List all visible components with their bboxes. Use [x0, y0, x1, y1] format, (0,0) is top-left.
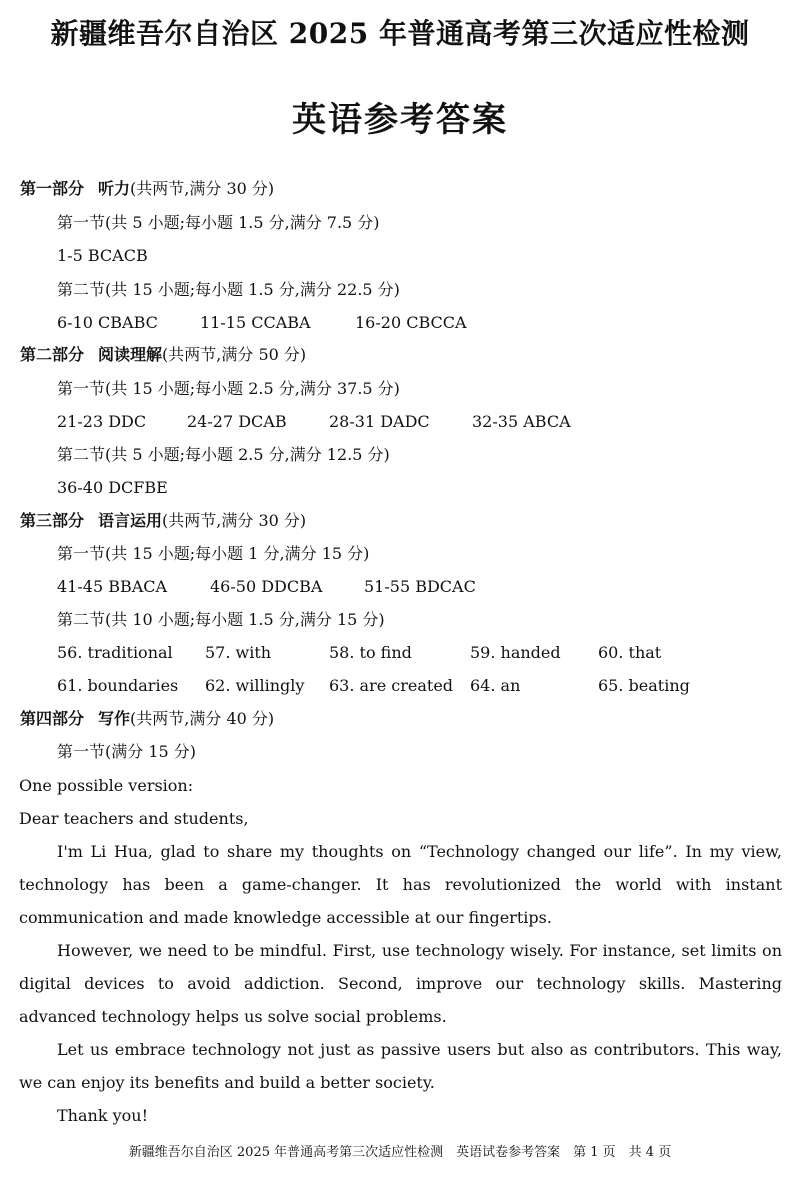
answer-group: 46-50 DDCBA [210, 577, 323, 596]
part4-name: 写作 [98, 709, 131, 728]
exam-title: 新疆维吾尔自治区 2025 年普通高考第三次适应性检测 [50, 17, 750, 50]
page-title: 英语参考答案 [292, 100, 508, 140]
answer-group: 11-15 CCABA [200, 313, 311, 332]
part1-note: (共两节,满分 30 分) [130, 179, 275, 198]
answer-item: 63. are created [329, 676, 454, 695]
part4-label: 第四部分 [20, 709, 85, 728]
answer-item: 61. boundaries [57, 676, 179, 695]
part3-sec2-heading: 第二节(共 10 小题;每小题 1.5 分,满分 15 分) [57, 610, 385, 629]
part1-label: 第一部分 [20, 179, 85, 198]
part3-heading [20, 511, 306, 531]
answer-group: 21-23 DDC [57, 412, 147, 431]
answer-item: 56. traditional [57, 643, 173, 662]
essay-intro: One possible version: [19, 776, 194, 795]
part3-note: (共两节,满分 30 分) [162, 511, 307, 530]
answer-group: 28-31 DADC [329, 412, 430, 431]
answer-item: 58. to find [329, 643, 412, 662]
answer-item: 60. that [598, 643, 662, 662]
part2-note: (共两节,满分 50 分) [162, 345, 307, 364]
part4-sec1-heading: 第一节(满分 15 分) [57, 742, 197, 761]
answer-group: 24-27 DCAB [187, 412, 287, 431]
part1-sec2-heading: 第二节(共 15 小题;每小题 1.5 分,满分 22.5 分) [57, 280, 400, 299]
part2-name: 阅读理解 [98, 345, 163, 364]
essay-paragraph-3: Let us embrace technology not just as passive users but also as contributors. This way, we can enjoy its benefits and build a better society. [19, 1040, 782, 1092]
part1-heading [20, 179, 274, 199]
part2-heading [20, 345, 306, 365]
part1-sec1-heading: 第一节(共 5 小题;每小题 1.5 分,满分 7.5 分) [57, 213, 380, 232]
part2-sec1-heading: 第一节(共 15 小题;每小题 2.5 分,满分 37.5 分) [57, 379, 400, 398]
answer-item: 57. with [205, 643, 272, 662]
part3-label: 第三部分 [20, 511, 85, 530]
essay-greeting: Dear teachers and students, [19, 809, 249, 828]
answer-group: 16-20 CBCCA [355, 313, 467, 332]
answer-group: 6-10 CBABC [57, 313, 158, 332]
answer-group: 36-40 DCFBE [57, 478, 168, 497]
answer-group: 32-35 ABCA [472, 412, 571, 431]
essay-paragraph-1: I'm Li Hua, glad to share my thoughts on “Technology changed our life”. In my view, technology has been a game-changer. It has revolutionized the world with instant communication and made knowledge accessible at our fingertips. [19, 842, 782, 927]
part4-note: (共两节,满分 40 分) [130, 709, 275, 728]
essay-closing: Thank you! [57, 1106, 149, 1125]
answer-group: 51-55 BDCAC [364, 577, 476, 596]
part3-name: 语言运用 [98, 511, 163, 530]
answer-item: 59. handed [470, 643, 561, 662]
page-footer: 新疆维吾尔自治区 2025 年普通高考第三次适应性检测 英语试卷参考答案 第 1 页 共 4 页 [128, 1145, 672, 1160]
part4-heading [20, 709, 274, 729]
answer-item: 62. willingly [205, 676, 305, 695]
part3-sec1-heading: 第一节(共 15 小题;每小题 1 分,满分 15 分) [57, 544, 370, 563]
answer-group: 41-45 BBACA [57, 577, 168, 596]
part2-sec2-heading: 第二节(共 5 小题;每小题 2.5 分,满分 12.5 分) [57, 445, 390, 464]
answer-group: 1-5 BCACB [57, 246, 148, 265]
essay-paragraph-2: However, we need to be mindful. First, use technology wisely. For instance, set limits on digital devices to avoid addiction. Second, improve our technology skills. Mastering advanced technology helps us solve social problems. [19, 941, 782, 1026]
part2-label: 第二部分 [20, 345, 85, 364]
part1-name: 听力 [98, 179, 131, 198]
answer-item: 65. beating [598, 676, 690, 695]
answer-item: 64. an [470, 676, 521, 695]
